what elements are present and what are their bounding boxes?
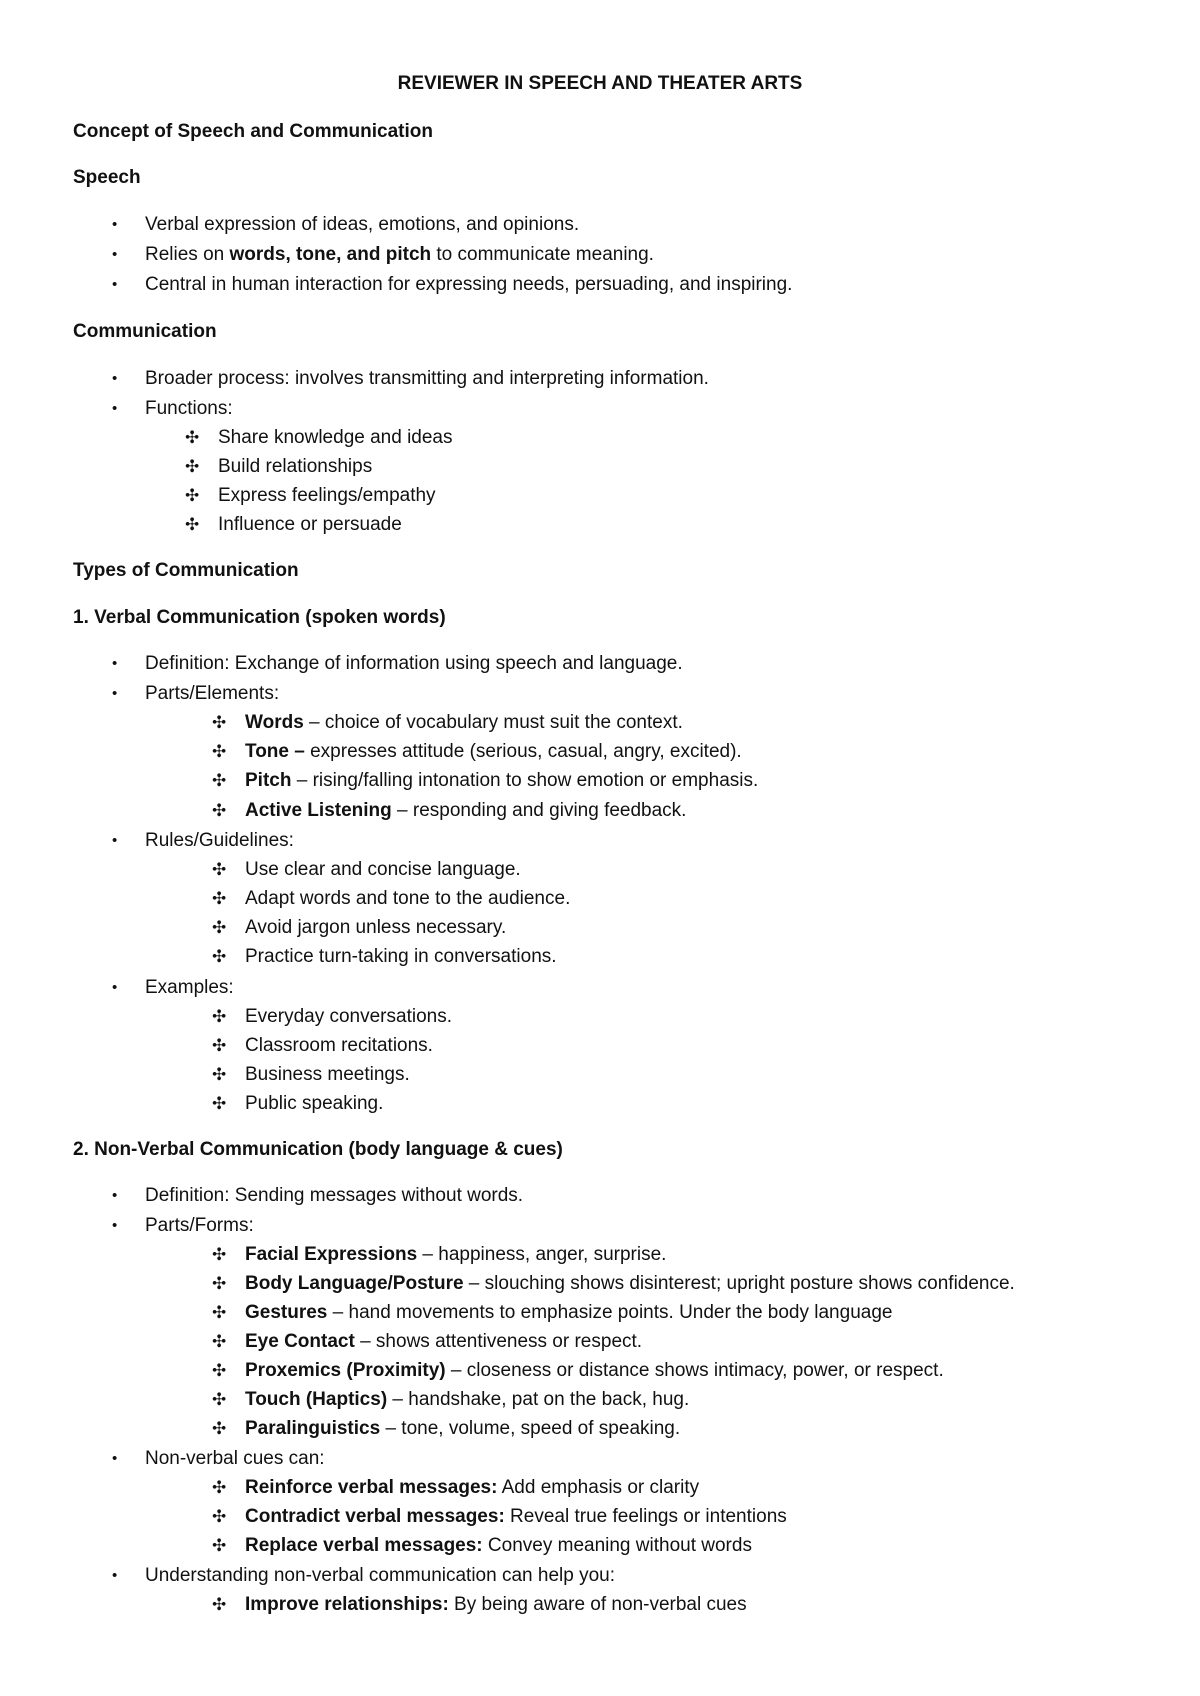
list-item: • Definition: Exchange of information using speech and language.	[112, 653, 683, 674]
bullet-icon: •	[112, 1450, 118, 1467]
sub-list-item: ✣ Tone – expresses attitude (serious, casual, angry, excited).	[212, 741, 742, 762]
sub-list-item: ✣ Words – choice of vocabulary must suit the context.	[212, 712, 683, 733]
diamond-icon: ✣	[212, 1390, 227, 1409]
bullet-icon: •	[112, 400, 118, 417]
list-item: • Parts/Elements:	[112, 683, 280, 704]
sub-list-item: ✣ Facial Expressions – happiness, anger, surprise.	[212, 1244, 667, 1265]
sub-list-item: ✣ Replace verbal messages: Convey meaning without words	[212, 1535, 752, 1556]
diamond-icon: ✣	[212, 1274, 227, 1293]
bullet-icon: •	[112, 1187, 118, 1204]
sub-list-item: ✣ Gestures – hand movements to emphasize points. Under the body language	[212, 1302, 893, 1323]
sub-list-item: ✣ Adapt words and tone to the audience.	[212, 888, 571, 909]
diamond-icon: ✣	[212, 713, 227, 732]
sub-list-item: ✣ Proxemics (Proximity) – closeness or distance shows intimacy, power, or respect.	[212, 1360, 944, 1381]
sub-list-item: ✣ Express feelings/empathy	[185, 485, 436, 506]
diamond-icon: ✣	[212, 742, 227, 761]
diamond-icon: ✣	[212, 1245, 227, 1264]
sub-list-item: ✣ Avoid jargon unless necessary.	[212, 917, 507, 938]
list-item: • Functions:	[112, 398, 233, 419]
sub-list-item: ✣ Eye Contact – shows attentiveness or respect.	[212, 1331, 643, 1352]
bullet-icon: •	[112, 276, 118, 293]
list-item: • Parts/Forms:	[112, 1215, 254, 1236]
sub-list-item: ✣ Practice turn-taking in conversations.	[212, 946, 557, 967]
diamond-icon: ✣	[212, 1094, 227, 1113]
diamond-icon: ✣	[212, 1536, 227, 1555]
list-item: • Broader process: involves transmitting and interpreting information.	[112, 368, 709, 389]
diamond-icon: ✣	[212, 889, 227, 908]
list-item: • Rules/Guidelines:	[112, 830, 294, 851]
bullet-icon: •	[112, 246, 118, 263]
diamond-icon: ✣	[212, 1507, 227, 1526]
diamond-icon: ✣	[212, 1361, 227, 1380]
sub-list-item: ✣ Influence or persuade	[185, 514, 402, 535]
heading-verbal: 1. Verbal Communication (spoken words)	[73, 607, 446, 628]
diamond-icon: ✣	[185, 457, 200, 476]
bullet-icon: •	[112, 216, 118, 233]
list-item: • Central in human interaction for expressing needs, persuading, and inspiring.	[112, 274, 793, 295]
bullet-icon: •	[112, 979, 118, 996]
heading-communication: Communication	[73, 321, 217, 342]
diamond-icon: ✣	[185, 515, 200, 534]
diamond-icon: ✣	[212, 1007, 227, 1026]
heading-nonverbal: 2. Non-Verbal Communication (body language & cues)	[73, 1139, 563, 1160]
sub-list-item: ✣ Everyday conversations.	[212, 1006, 452, 1027]
diamond-icon: ✣	[212, 1478, 227, 1497]
sub-list-item: ✣ Reinforce verbal messages: Add emphasis or clarity	[212, 1477, 700, 1498]
diamond-icon: ✣	[185, 486, 200, 505]
bullet-icon: •	[112, 832, 118, 849]
sub-list-item: ✣ Body Language/Posture – slouching shows disinterest; upright posture shows confidence.	[212, 1273, 1015, 1294]
list-item: • Examples:	[112, 977, 234, 998]
sub-list-item: ✣ Build relationships	[185, 456, 373, 477]
sub-list-item: ✣ Share knowledge and ideas	[185, 427, 453, 448]
diamond-icon: ✣	[212, 1332, 227, 1351]
sub-list-item: ✣ Active Listening – responding and giving feedback.	[212, 800, 687, 821]
sub-list-item: ✣ Business meetings.	[212, 1064, 410, 1085]
heading-concept: Concept of Speech and Communication	[73, 121, 433, 142]
sub-list-item: ✣ Classroom recitations.	[212, 1035, 433, 1056]
sub-list-item: ✣ Public speaking.	[212, 1093, 384, 1114]
diamond-icon: ✣	[212, 918, 227, 937]
diamond-icon: ✣	[212, 1595, 227, 1614]
sub-list-item: ✣ Paralinguistics – tone, volume, speed of speaking.	[212, 1418, 681, 1439]
bullet-icon: •	[112, 1567, 118, 1584]
bullet-icon: •	[112, 655, 118, 672]
bullet-icon: •	[112, 1217, 118, 1234]
bullet-icon: •	[112, 370, 118, 387]
diamond-icon: ✣	[212, 1065, 227, 1084]
diamond-icon: ✣	[212, 1036, 227, 1055]
diamond-icon: ✣	[185, 428, 200, 447]
bullet-icon: •	[112, 685, 118, 702]
diamond-icon: ✣	[212, 771, 227, 790]
page-title: REVIEWER IN SPEECH AND THEATER ARTS	[397, 73, 803, 94]
list-item: • Understanding non-verbal communication can help you:	[112, 1565, 615, 1586]
diamond-icon: ✣	[212, 860, 227, 879]
sub-list-item: ✣ Use clear and concise language.	[212, 859, 521, 880]
list-item: • Non-verbal cues can:	[112, 1448, 325, 1469]
heading-types: Types of Communication	[73, 560, 299, 581]
sub-list-item: ✣ Improve relationships: By being aware of non-verbal cues	[212, 1594, 747, 1615]
diamond-icon: ✣	[212, 1419, 227, 1438]
list-item: • Verbal expression of ideas, emotions, and opinions.	[112, 214, 580, 235]
diamond-icon: ✣	[212, 1303, 227, 1322]
sub-list-item: ✣ Contradict verbal messages: Reveal true feelings or intentions	[212, 1506, 787, 1527]
list-item: • Definition: Sending messages without words.	[112, 1185, 524, 1206]
sub-list-item: ✣ Pitch – rising/falling intonation to show emotion or emphasis.	[212, 770, 759, 791]
sub-list-item: ✣ Touch (Haptics) – handshake, pat on the back, hug.	[212, 1389, 690, 1410]
diamond-icon: ✣	[212, 947, 227, 966]
diamond-icon: ✣	[212, 801, 227, 820]
list-item: • Relies on words, tone, and pitch to communicate meaning.	[112, 244, 654, 265]
heading-speech: Speech	[73, 167, 141, 188]
